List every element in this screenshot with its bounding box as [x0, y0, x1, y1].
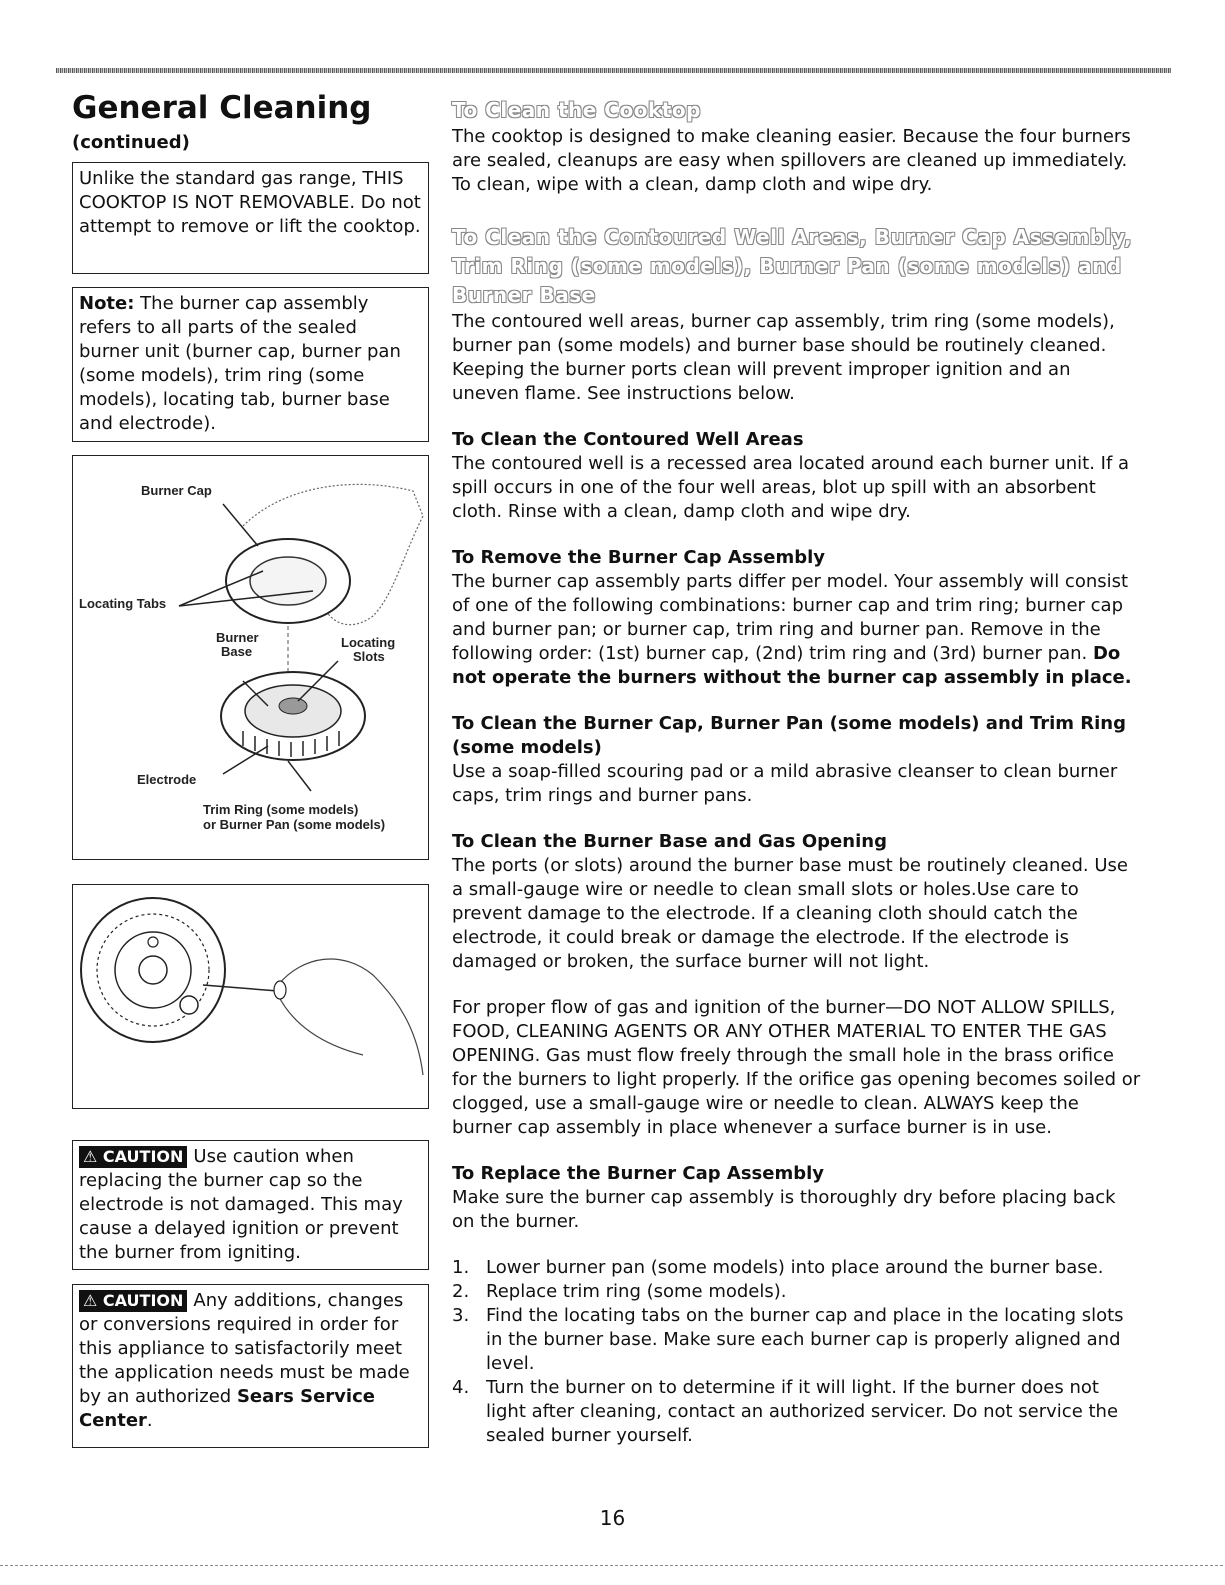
- note-text: The burner cap assembly refers to all parts of the sealed burner unit (burner cap, burner pan (some models), trim ring (some models), locating tab, burner base and electrode).: [79, 293, 401, 434]
- sears-service-center: Sears Service Center: [79, 1386, 375, 1431]
- note-label: Note:: [79, 293, 135, 314]
- caution-badge-1: ⚠ CAUTION: [79, 1146, 187, 1168]
- burner-cap-leader: [223, 504, 258, 546]
- gas-opening-illustration: [73, 885, 428, 1108]
- subhead-burner-base: To Clean the Burner Base and Gas Opening: [452, 831, 887, 852]
- caution-text-2-end: .: [146, 1410, 153, 1431]
- cooktop-paragraph: The cooktop is designed to make cleaning easier. Because the four burners are sealed, cleanups are easy when spillovers are cleaned up immediately. To clean, wipe with a clean, damp cloth and wipe dry.: [452, 126, 1131, 195]
- replace-steps-list: [452, 1256, 1142, 1448]
- orifice-hole: [148, 937, 158, 947]
- step-number: 3.: [452, 1305, 470, 1326]
- remove-warning: Do not operate the burners without the burner cap assembly in place.: [452, 643, 1132, 688]
- step-text: Turn the burner on to determine if it will light. If the burner does not light after cleaning, contact an authorized servicer. Do not service the sealed burner yourself.: [486, 1377, 1119, 1446]
- caution-badge-1-text: CAUTION: [102, 1147, 184, 1166]
- label-burner-base-2: Base: [221, 644, 253, 659]
- caution-badge-2: ⚠ CAUTION: [79, 1290, 187, 1312]
- gas-orifice: [139, 956, 167, 984]
- label-electrode: Electrode: [137, 772, 197, 787]
- left-column-header: [72, 90, 432, 154]
- label-locating-tabs: Locating Tabs: [79, 596, 167, 611]
- electrode-shape: [180, 996, 198, 1014]
- subhead-clean-cap: To Clean the Burner Cap, Burner Pan (some models) and Trim Ring (some models): [452, 713, 1127, 758]
- step-text: Find the locating tabs on the burner cap and place in the locating slots in the burner base. Make sure each burner cap is properly aligned and level.: [486, 1305, 1124, 1374]
- page-number: 16: [599, 1506, 626, 1530]
- step-number: 1.: [452, 1257, 470, 1278]
- caution-box-service: [72, 1284, 429, 1448]
- burner-assembly-illustration: [73, 456, 428, 859]
- gas-opening: [279, 698, 307, 714]
- caution-text-2: Any additions, changes or conversions required in order for this appliance to satisfactorily meet the application needs must be made by an authorized: [79, 1290, 410, 1407]
- subhead-well-areas: To Clean the Contoured Well Areas: [452, 429, 804, 450]
- base-paragraph: The ports (or slots) around the burner base must be routinely cleaned. Use a small-gauge wire or needle to clean small slots or holes.Use care to prevent damage to the electrode. If a cleaning cloth should catch the electrode, it could break or damage the electrode. If the electrode is damaged or broken, the surface burner will not light.: [452, 855, 1128, 972]
- section-head-contoured: To Clean the Contoured Well Areas, Burner Cap Assembly, Trim Ring (some models), Burner Pan (some models) and Burner Base: [452, 225, 1133, 307]
- section-head-cooktop: To Clean the Cooktop: [452, 98, 701, 122]
- note-box: [72, 287, 429, 442]
- step-number: 4.: [452, 1377, 470, 1398]
- caution-badge-2-text: CAUTION: [102, 1291, 184, 1310]
- remove-paragraph: [452, 570, 1142, 690]
- subhead-remove: To Remove the Burner Cap Assembly: [452, 547, 826, 568]
- hand-finger: [278, 995, 363, 1055]
- step-number: 2.: [452, 1281, 470, 1302]
- cap-paragraph: Use a soap-filled scouring pad or a mild abrasive cleanser to clean burner caps, trim rings and burner pans.: [452, 761, 1118, 806]
- label-trim-ring-1: Trim Ring (some models): [203, 802, 359, 817]
- caution-box-electrode: [72, 1140, 429, 1270]
- label-burner-base-1: Burner: [216, 630, 259, 645]
- burner-assembly-diagram: [72, 455, 429, 860]
- not-removable-text: Unlike the standard gas range, THIS COOKTOP IS NOT REMOVABLE. Do not attempt to remove or lift the cooktop.: [79, 168, 421, 237]
- gas-flow-paragraph: For proper flow of gas and ignition of the burner—DO NOT ALLOW SPILLS, FOOD, CLEANING AGENTS OR ANY OTHER MATERIAL TO ENTER THE GAS OPENING. Gas must flow freely through the small hole in the brass orifice for the burners to light properly. If the orifice gas opening becomes soiled or clogged, use a small-gauge wire or needle to clean. ALWAYS keep the burner cap assembly in place whenever a surface burner is in use.: [452, 997, 1141, 1138]
- step-text: Lower burner pan (some models) into place around the burner base.: [486, 1257, 1104, 1278]
- caution-text-1: Use caution when replacing the burner cap so the electrode is not damaged. This may cause a delayed ignition or prevent the burner from igniting.: [79, 1146, 403, 1263]
- bottom-rule: [0, 1565, 1225, 1566]
- hand-outline: [278, 959, 423, 1075]
- gas-opening-cleaning-diagram: [72, 884, 429, 1109]
- trim-ring-leader: [288, 761, 311, 791]
- replace-paragraph: Make sure the burner cap assembly is thoroughly dry before placing back on the burner.: [452, 1187, 1116, 1232]
- label-burner-cap: Burner Cap: [141, 483, 212, 498]
- page-title: General Cleaning: [72, 90, 372, 126]
- list-item: [452, 1376, 1142, 1448]
- fingertip: [274, 981, 286, 999]
- top-rule: [56, 68, 1171, 73]
- step-text: Replace trim ring (some models).: [486, 1281, 787, 1302]
- main-content: [452, 96, 1142, 1448]
- subhead-replace: To Replace the Burner Cap Assembly: [452, 1163, 825, 1184]
- label-trim-ring-2: or Burner Pan (some models): [203, 817, 386, 832]
- page-subtitle: (continued): [72, 132, 190, 153]
- label-locating-slots-2: Slots: [353, 649, 385, 664]
- list-item: [452, 1280, 1142, 1304]
- label-locating-slots-1: Locating: [341, 635, 396, 650]
- list-item: [452, 1304, 1142, 1376]
- list-item: [452, 1256, 1142, 1280]
- not-removable-notice: [72, 162, 429, 274]
- well-paragraph: The contoured well is a recessed area located around each burner unit. If a spill occurs in one of the four well areas, blot up spill with an absorbent cloth. Rinse with a clean, damp cloth and wipe dry.: [452, 453, 1130, 522]
- burner-cap-inner: [250, 557, 326, 605]
- remove-text: The burner cap assembly parts differ per model. Your assembly will consist of one of the following combinations: burner cap and trim ring; burner cap and burner pan; or burner cap, trim ring and burner pan. Remove in the following order: (1st) burner cap, (2nd) trim ring and (3rd) burner pan.: [452, 571, 1129, 664]
- contoured-paragraph: The contoured well areas, burner cap assembly, trim ring (some models), burner pan (some models) and burner base should be routinely cleaned. Keeping the burner ports clean will prevent improper ignition and an uneven flame. See instructions below.: [452, 311, 1115, 404]
